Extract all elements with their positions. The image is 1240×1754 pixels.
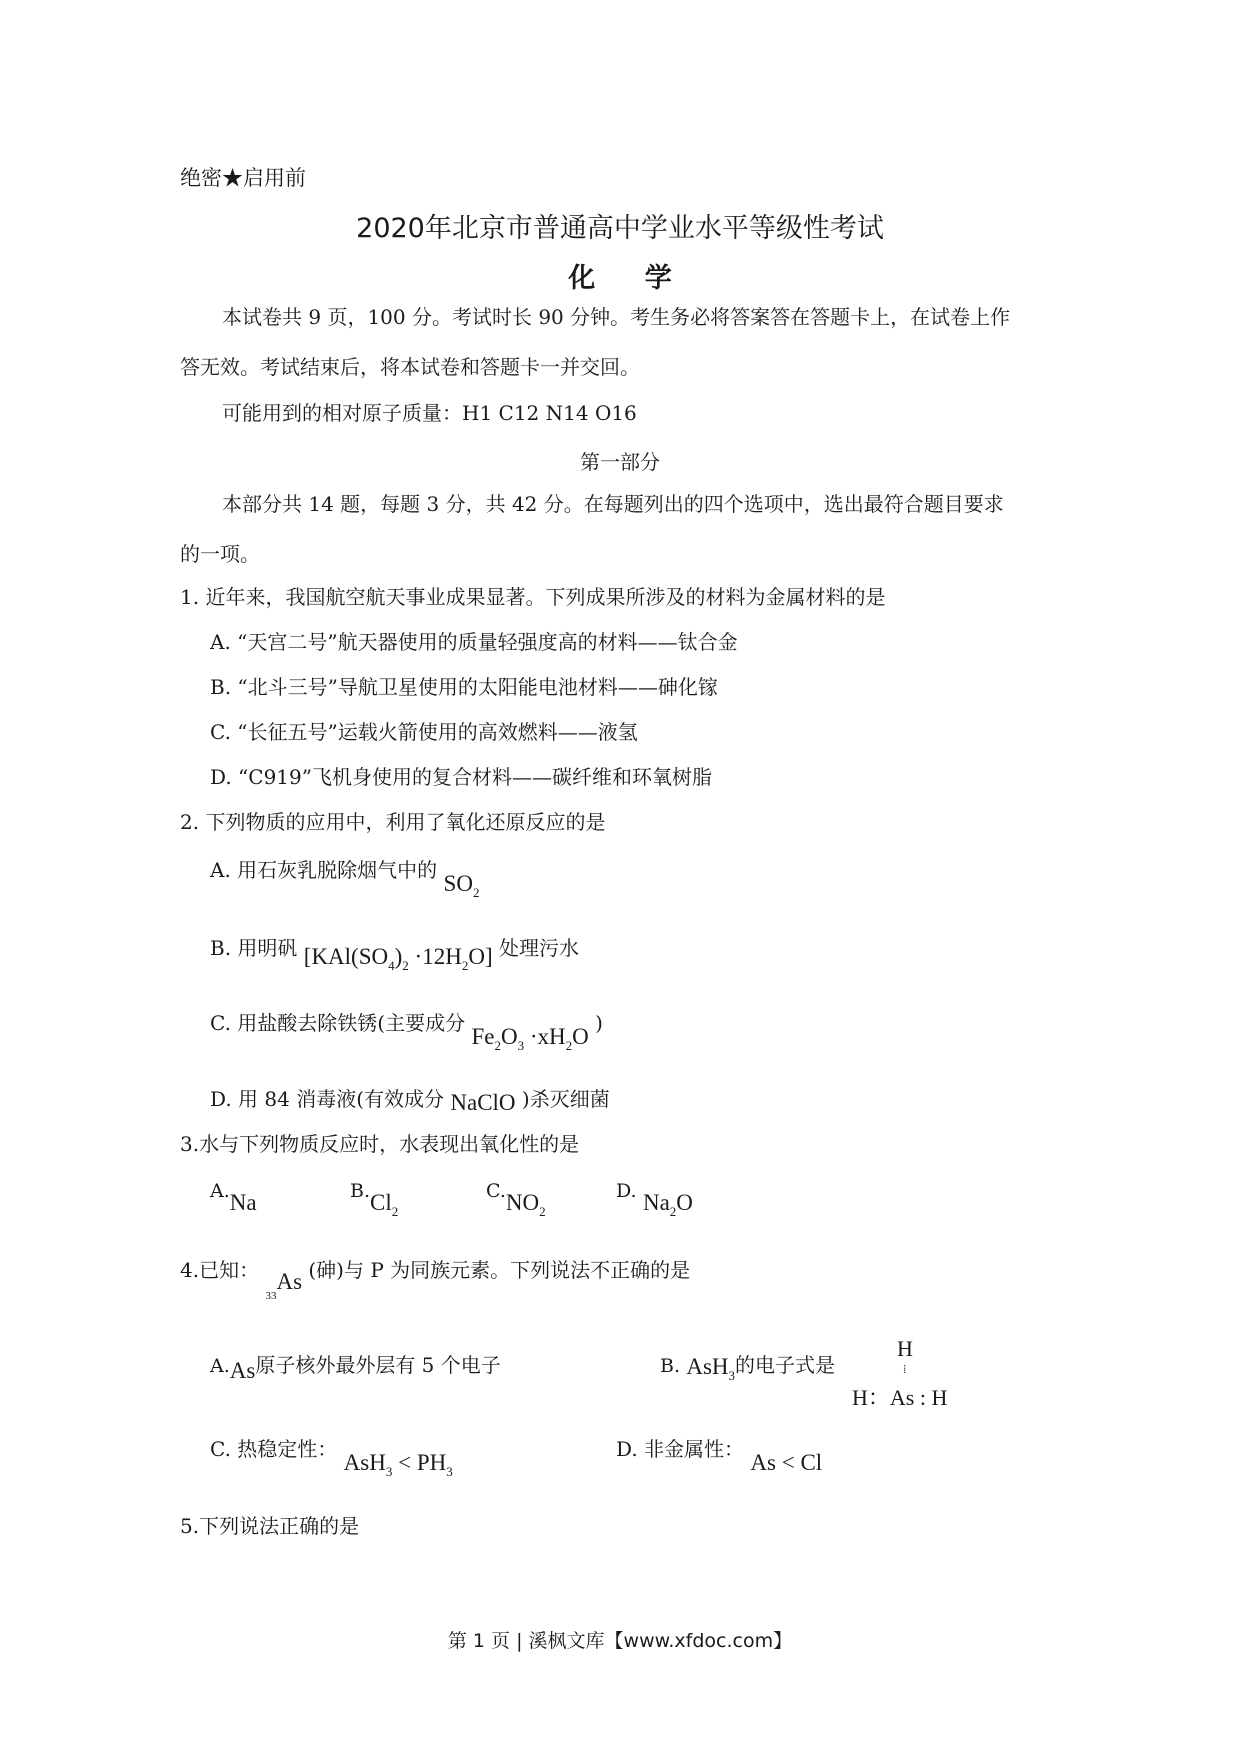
option-label: B. — [660, 1355, 681, 1377]
question-3-option-a — [210, 1177, 257, 1215]
option-text: C. 用盐酸去除铁锈(主要成分 — [210, 1011, 466, 1035]
intro-line-2: 答无效。考试结束后，将本试卷和答题卡一并交回。 — [180, 355, 640, 379]
chemical-formula: Na — [229, 1190, 257, 1215]
option-label: C. — [486, 1180, 506, 1202]
option-text: 原子核外最外层有 5 个电子 — [255, 1353, 501, 1377]
option-text: D. 用 84 消毒液(有效成分 — [210, 1087, 445, 1111]
question-2-option-a — [210, 857, 480, 900]
option-text: B. 用明矾 — [210, 936, 298, 960]
question-4-option-b — [660, 1352, 836, 1383]
option-text-tail: 处理污水 — [498, 936, 579, 960]
question-2-option-d — [210, 1086, 610, 1115]
question-3-option-d — [616, 1177, 693, 1219]
chemical-formula: $SO_2$ — [443, 871, 480, 900]
option-label: B. — [350, 1180, 371, 1202]
option-text-tail: ) — [595, 1011, 603, 1035]
chemical-formula: As — [229, 1358, 256, 1383]
question-3-option-b — [350, 1177, 399, 1219]
option-label: A. — [210, 1180, 230, 1202]
question-1-option-c: C. “长征五号”运载火箭使用的高效燃料——液氢 — [210, 720, 638, 744]
part-instructions-2: 的一项。 — [180, 542, 260, 566]
electron-dot-formula: H：As : H — [852, 1385, 948, 1410]
chemical-formula: $[KAl(SO_4)_2 \cdot 12H_2O]$ — [303, 944, 493, 973]
chemical-formula: As < Cl — [750, 1450, 823, 1475]
question-1-option-d: D. “C919”飞机身使用的复合材料——碳纤维和环氧树脂 — [210, 765, 712, 789]
chemical-formula: AsH$_3$ — [686, 1354, 736, 1383]
question-1-option-b: B. “北斗三号”导航卫星使用的太阳能电池材料——砷化镓 — [210, 675, 718, 699]
classification-label: 绝密★启用前 — [180, 166, 306, 190]
question-1-option-a: A. “天宫二号”航天器使用的质量轻强度高的材料——钛合金 — [210, 630, 738, 654]
question-4-stem — [180, 1257, 691, 1302]
question-2-option-c — [210, 1010, 603, 1053]
question-3-option-c — [486, 1177, 546, 1219]
question-3-stem: 3.水与下列物质反应时，水表现出氧化性的是 — [180, 1132, 580, 1156]
atomic-masses: 可能用到的相对原子质量：H1 C12 N14 O16 — [222, 401, 637, 425]
question-1-stem: 1. 近年来，我国航空航天事业成果显著。下列成果所涉及的材料为金属材料的是 — [180, 585, 886, 609]
option-text: C. 热稳定性： — [210, 1437, 338, 1461]
option-text-tail: )杀灭细菌 — [521, 1087, 610, 1111]
question-5-stem: 5.下列说法正确的是 — [180, 1514, 360, 1538]
chemical-formula: NaClO — [450, 1090, 516, 1115]
chemical-formula: $Fe_2O_3 \cdot xH_2O$ — [471, 1024, 589, 1053]
page-title: 2020年北京市普通高中学业水平等级性考试 — [356, 213, 884, 244]
option-text: 的电子式是 — [735, 1353, 836, 1377]
page-footer: 第 1 页 | 溪枫文库【www.xfdoc.com】 — [447, 1630, 793, 1652]
electron-dot-top-h: H — [897, 1336, 913, 1361]
chemical-formula: $Cl_2$ — [370, 1190, 399, 1219]
question-4-option-d — [616, 1436, 823, 1475]
chemical-formula: $AsH_3 < PH_3$ — [343, 1450, 453, 1479]
question-4-option-a — [210, 1352, 501, 1383]
option-text: D. 非金属性： — [616, 1437, 745, 1461]
option-text: A. 用石灰乳脱除烟气中的 — [210, 858, 438, 882]
chemical-formula: $Na_2O$ — [642, 1190, 693, 1219]
atomic-number: 33 — [265, 1290, 277, 1302]
electron-pair-mark: ⁞ — [903, 1362, 907, 1376]
question-4-option-c — [210, 1436, 453, 1479]
element-symbol: $_{33}$As — [265, 1269, 303, 1302]
option-label: A. — [210, 1355, 230, 1377]
question-2-option-b — [210, 935, 579, 973]
part-instructions-1: 本部分共 14 题，每题 3 分，共 42 分。在每题列出的四个选项中，选出最符合题目要求 — [222, 492, 1004, 516]
question-2-stem: 2. 下列物质的应用中，利用了氧化还原反应的是 — [180, 810, 606, 834]
stem-suffix: (砷)与 P 为同族元素。下列说法不正确的是 — [308, 1258, 691, 1282]
stem-prefix: 4.已知： — [180, 1258, 260, 1282]
chemical-formula: $NO_2$ — [505, 1190, 546, 1219]
intro-line-1: 本试卷共 9 页，100 分。考试时长 90 分钟。考生务必将答案答在答题卡上，在试卷上作 — [222, 305, 1011, 329]
part-heading: 第一部分 — [580, 450, 660, 474]
option-label: D. — [616, 1180, 637, 1202]
subject-title: 化 学 — [568, 263, 672, 294]
